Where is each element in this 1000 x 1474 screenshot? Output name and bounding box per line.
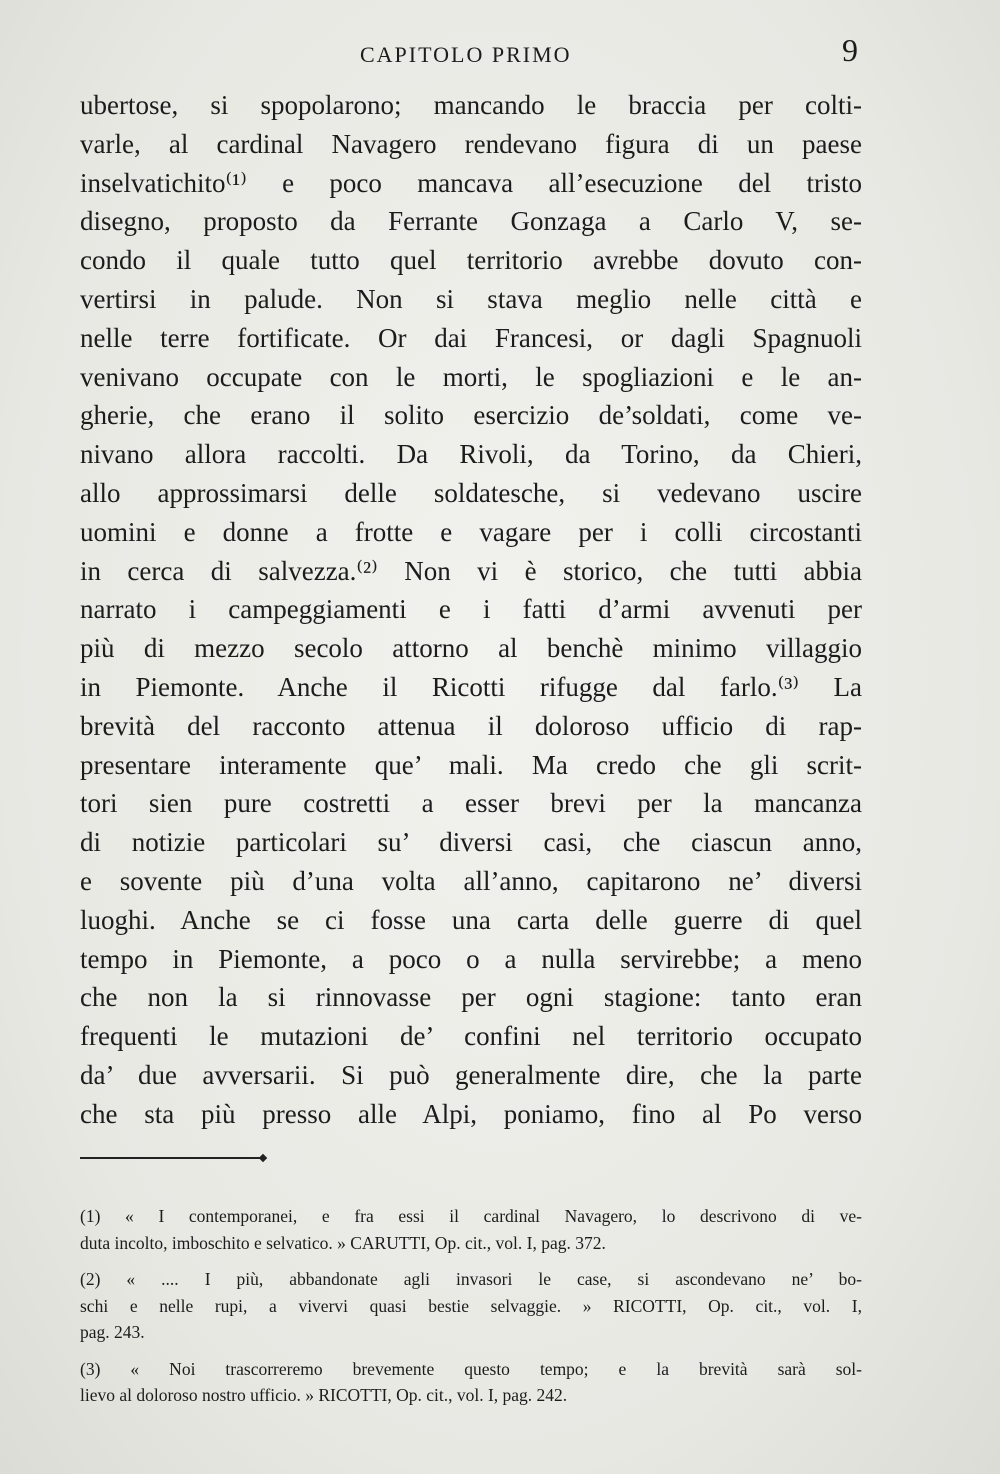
footnote-separator [80, 1157, 266, 1159]
page-header [0, 30, 1000, 80]
footnote-line: pag. 243. [80, 1322, 145, 1342]
body-line: ubertose, si spopolarono; mancando le braccia per colti- [80, 90, 862, 120]
body-line: nivano allora raccolti. Da Rivoli, da Torino, da Chieri, [80, 439, 862, 470]
body-line: vertirsi in palude. Non si stava meglio nelle città e [80, 283, 862, 314]
body-line: nelle terre fortificate. Or dai Francesi, or dagli Spagnuoli [80, 322, 862, 353]
body-line: in Piemonte. Anche il Ricotti rifugge dal farlo.⁽³⁾ La [80, 671, 862, 702]
body-line: in cerca di salvezza.⁽²⁾ Non vi è storico, che tutti abbia [80, 555, 862, 586]
footnote-line: duta incolto, imboschito e selvatico. » CARUTTI, Op. cit., vol. I, pag. 372. [80, 1232, 606, 1253]
body-line: narrato i campeggiamenti e i fatti d’armi avvenuti per [80, 594, 862, 625]
body-line: che non la si rinnovasse per ogni stagione: tanto eran [80, 982, 862, 1013]
body-line: venivano occupate con le morti, le spogliazioni e le an- [80, 361, 862, 392]
body-line: da’ due avversarii. Si può generalmente dire, che la parte [80, 1059, 862, 1090]
footnote-1 [80, 1203, 862, 1256]
body-line: disegno, proposto da Ferrante Gonzaga a Carlo V, se- [80, 206, 862, 237]
footnote-line: lievo al doloroso nostro ufficio. » RICOTTI, Op. cit., vol. I, pag. 242. [80, 1385, 568, 1405]
footnote-line: (2) « .... I più, abbandonate agli invasori le case, si ascondevano ne’ bo- [80, 1269, 862, 1289]
footnotes [80, 1203, 862, 1409]
body-line: allo approssimarsi delle soldatesche, si vedevano uscire [80, 477, 862, 508]
body-line: tori sien pure costretti a esser brevi per la mancanza [80, 788, 862, 819]
body-text [80, 86, 862, 1134]
body-line: luoghi. Anche se ci fosse una carta delle guerre di quel [80, 904, 862, 935]
body-line: tempo in Piemonte, a poco o a nulla servirebbe; a meno [80, 943, 862, 974]
body-line: di notizie particolari su’ diversi casi, che ciascun anno, [80, 827, 862, 858]
running-title: CAPITOLO PRIMO [360, 42, 572, 67]
footnote-3 [80, 1356, 862, 1409]
body-line: che sta più presso alle Alpi, poniamo, fino al Po verso [80, 1098, 862, 1129]
body-line: uomini e donne a frotte e vagare per i colli circostanti [80, 516, 862, 547]
body-line: varle, al cardinal Navagero rendevano figura di un paese [80, 128, 862, 159]
body-line: inselvatichito⁽¹⁾ e poco mancava all’esecuzione del tristo [80, 167, 862, 198]
body-line: gherie, che erano il solito esercizio de’soldati, come ve- [80, 400, 862, 431]
body-line: più di mezzo secolo attorno al benchè minimo villaggio [80, 633, 862, 664]
footnote-line: (3) « Noi trascorreremo brevemente questo tempo; e la brevità sarà sol- [80, 1358, 862, 1379]
footnote-line: (1) « I contemporanei, e fra essi il cardinal Navagero, lo descrivono di ve- [80, 1206, 862, 1226]
footnote-line: schi e nelle rupi, a vivervi quasi bestie selvaggie. » RICOTTI, Op. cit., vol. I, [80, 1295, 862, 1316]
body-line: presentare interamente que’ mali. Ma credo che gli scrit- [80, 749, 862, 780]
footnote-2 [80, 1266, 862, 1346]
body-line: brevità del racconto attenua il doloroso ufficio di rap- [80, 710, 862, 741]
body-line: frequenti le mutazioni de’ confini nel territorio occupato [80, 1021, 862, 1052]
page-number: 9 [842, 32, 858, 68]
body-line: e sovente più d’una volta all’anno, capitarono ne’ diversi [80, 865, 862, 896]
body-line: condo il quale tutto quel territorio avrebbe dovuto con- [80, 245, 862, 276]
